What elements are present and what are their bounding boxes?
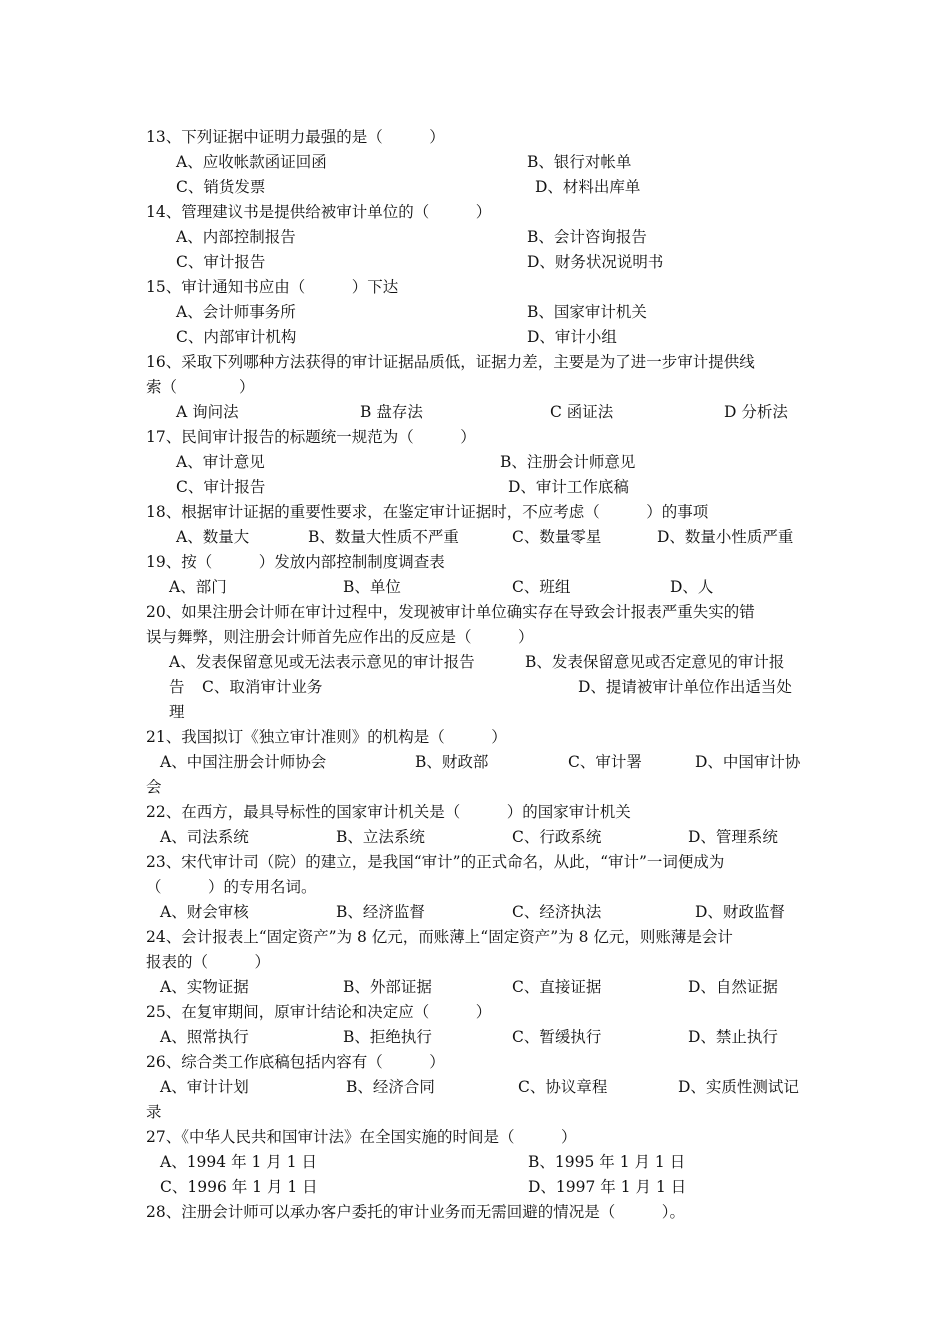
- question-14-stem: 14、管理建议书是提供给被审计单位的（ ）: [146, 203, 492, 221]
- q27-option-b: B、1995 年 1 月 1 日: [528, 1153, 686, 1171]
- q26-option-d-cont: 录: [146, 1103, 162, 1121]
- q20-option-b-cont: 告: [169, 678, 185, 696]
- question-25-stem: 25、在复审期间，原审计结论和决定应（ ）: [146, 1003, 492, 1021]
- q21-option-c: C、审计署: [568, 753, 642, 771]
- q24-option-a: A、实物证据: [160, 978, 249, 996]
- q21-option-d: D、中国审计协: [695, 753, 801, 771]
- q21-option-d-cont: 会: [146, 778, 162, 796]
- question-16-stem: 16、采取下列哪种方法获得的审计证据品质低，证据力差，主要是为了进一步审计提供线: [146, 353, 755, 371]
- question-19-stem: 19、按（ ）发放内部控制制度调查表: [146, 553, 445, 571]
- q13-option-a: A、应收帐款函证回函: [176, 153, 327, 171]
- question-22-stem: 22、在西方，最具导标性的国家审计机关是（ ）的国家审计机关: [146, 803, 631, 821]
- question-27-stem: 27、《中华人民共和国审计法》在全国实施的时间是（ ）: [146, 1128, 577, 1146]
- q18-option-a: A、数量大: [176, 528, 250, 546]
- q23-option-a: A、财会审核: [160, 903, 249, 921]
- q16-option-a: A 询问法: [176, 403, 239, 421]
- q27-option-c: C、1996 年 1 月 1 日: [160, 1178, 318, 1196]
- q13-option-d: D、材料出库单: [535, 178, 641, 196]
- q14-option-d: D、财务状况说明书: [527, 253, 664, 271]
- q24-option-c: C、直接证据: [512, 978, 602, 996]
- q16-option-d: D 分析法: [724, 403, 788, 421]
- q13-option-b: B、银行对帐单: [527, 153, 632, 171]
- q17-option-d: D、审计工作底稿: [508, 478, 629, 496]
- q15-option-c: C、内部审计机构: [176, 328, 297, 346]
- question-26-stem: 26、综合类工作底稿包括内容有（ ）: [146, 1053, 445, 1071]
- q18-option-d: D、数量小性质严重: [657, 528, 794, 546]
- question-23-stem: 23、宋代审计司（院）的建立，是我国“审计”的正式命名，从此，“审计”一词便成为: [146, 853, 725, 871]
- question-20-stem-cont: 误与舞弊，则注册会计师首先应作出的反应是（ ）: [146, 628, 534, 646]
- q13-option-c: C、销货发票: [176, 178, 266, 196]
- question-16-stem-cont: 索（ ）: [146, 378, 255, 396]
- q18-option-c: C、数量零星: [512, 528, 602, 546]
- question-20-stem: 20、如果注册会计师在审计过程中，发现被审计单位确实存在导致会计报表严重失实的错: [146, 603, 755, 621]
- q15-option-a: A、会计师事务所: [176, 303, 296, 321]
- q23-option-b: B、经济监督: [336, 903, 425, 921]
- q17-option-c: C、审计报告: [176, 478, 266, 496]
- q15-option-b: B、国家审计机关: [527, 303, 647, 321]
- question-24-stem-cont: 报表的（ ）: [146, 953, 271, 971]
- question-18-stem: 18、根据审计证据的重要性要求，在鉴定审计证据时，不应考虑（ ）的事项: [146, 503, 709, 521]
- question-24-stem: 24、会计报表上“固定资产”为 8 亿元，而账薄上“固定资产”为 8 亿元，则账薄是会计: [146, 928, 733, 946]
- q21-option-b: B、财政部: [415, 753, 489, 771]
- q20-option-b: B、发表保留意见或否定意见的审计报: [525, 653, 785, 671]
- question-15-stem: 15、审计通知书应由（ ）下达: [146, 278, 399, 296]
- q22-option-c: C、行政系统: [512, 828, 602, 846]
- q26-option-d: D、实质性测试记: [678, 1078, 799, 1096]
- question-28-stem: 28、注册会计师可以承办客户委托的审计业务而无需回避的情况是（ ）。: [146, 1203, 685, 1221]
- q19-option-c: C、班组: [512, 578, 571, 596]
- q26-option-b: B、经济合同: [346, 1078, 435, 1096]
- q27-option-d: D、1997 年 1 月 1 日: [528, 1178, 687, 1196]
- q19-option-a: A、部门: [169, 578, 227, 596]
- q24-option-d: D、自然证据: [688, 978, 778, 996]
- q21-option-a: A、中国注册会计师协会: [160, 753, 327, 771]
- q23-option-d: D、财政监督: [695, 903, 785, 921]
- q25-option-c: C、暂缓执行: [512, 1028, 602, 1046]
- q19-option-b: B、单位: [343, 578, 401, 596]
- q22-option-b: B、立法系统: [336, 828, 425, 846]
- q26-option-a: A、审计计划: [160, 1078, 249, 1096]
- q22-option-d: D、管理系统: [688, 828, 778, 846]
- q20-option-c: C、取消审计业务: [202, 678, 323, 696]
- q20-option-d: D、提请被审计单位作出适当处: [578, 678, 792, 696]
- q24-option-b: B、外部证据: [343, 978, 432, 996]
- q20-option-a: A、发表保留意见或无法表示意见的审计报告: [169, 653, 475, 671]
- q16-option-b: B 盘存法: [360, 403, 423, 421]
- question-21-stem: 21、我国拟订《独立审计准则》的机构是（ ）: [146, 728, 507, 746]
- q14-option-a: A、内部控制报告: [176, 228, 296, 246]
- q27-option-a: A、1994 年 1 月 1 日: [160, 1153, 317, 1171]
- q17-option-b: B、注册会计师意见: [500, 453, 636, 471]
- q23-option-c: C、经济执法: [512, 903, 602, 921]
- q22-option-a: A、司法系统: [160, 828, 249, 846]
- q20-option-d-cont: 理: [169, 703, 185, 721]
- question-13-stem: 13、下列证据中证明力最强的是（ ）: [146, 128, 445, 146]
- q14-option-c: C、审计报告: [176, 253, 266, 271]
- q26-option-c: C、协议章程: [518, 1078, 608, 1096]
- q19-option-d: D、人: [670, 578, 714, 596]
- q15-option-d: D、审计小组: [527, 328, 617, 346]
- q14-option-b: B、会计咨询报告: [527, 228, 647, 246]
- q16-option-c: C 函证法: [550, 403, 614, 421]
- q25-option-a: A、照常执行: [160, 1028, 249, 1046]
- q18-option-b: B、数量大性质不严重: [308, 528, 459, 546]
- q25-option-d: D、禁止执行: [688, 1028, 778, 1046]
- question-23-stem-cont: （ ）的专用名词。: [146, 878, 317, 896]
- q25-option-b: B、拒绝执行: [343, 1028, 432, 1046]
- question-17-stem: 17、民间审计报告的标题统一规范为（ ）: [146, 428, 476, 446]
- q17-option-a: A、审计意见: [176, 453, 265, 471]
